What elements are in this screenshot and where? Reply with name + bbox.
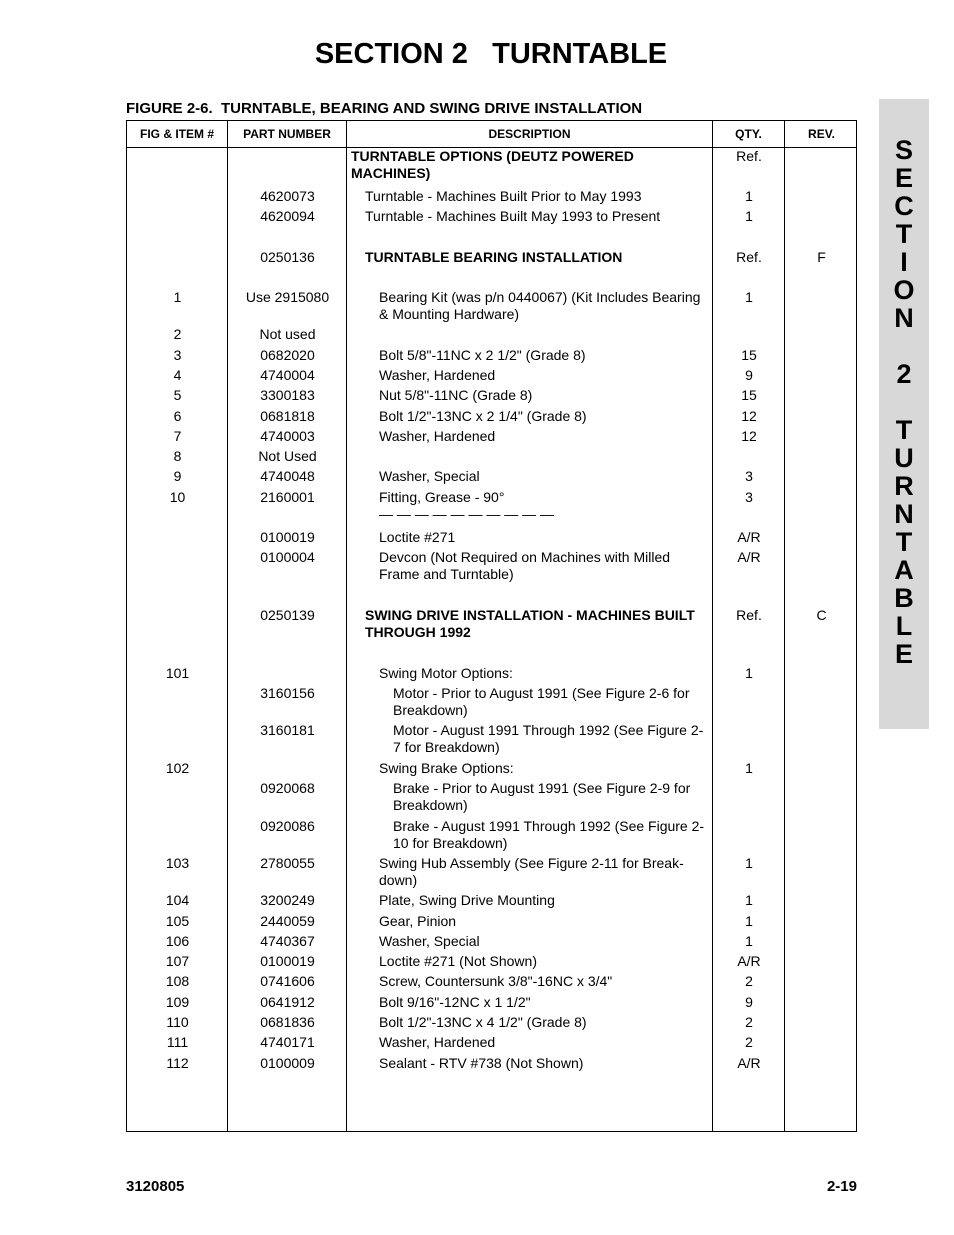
description-line: Swing Hub Assembly (See Figure 2-11 for Break- bbox=[379, 855, 684, 871]
qty-cell: 1 bbox=[745, 665, 753, 681]
qty-cell: 1 bbox=[745, 188, 753, 204]
part-number-cell: 0741606 bbox=[260, 973, 315, 989]
qty-cell: 1 bbox=[745, 933, 753, 949]
description-line: down) bbox=[379, 872, 418, 888]
qty-cell: Ref. bbox=[736, 148, 762, 164]
description-line: 10 for Breakdown) bbox=[393, 835, 508, 851]
part-number-cell: 4620094 bbox=[260, 208, 315, 224]
description-cell bbox=[379, 933, 707, 950]
part-number-cell: 0250136 bbox=[260, 249, 315, 265]
part-number-cell: 0100004 bbox=[260, 549, 315, 565]
description-cell bbox=[379, 892, 707, 909]
description-line: Bolt 1/2"-13NC x 2 1/4" (Grade 8) bbox=[379, 408, 587, 424]
part-number-cell: 4740367 bbox=[260, 933, 315, 949]
part-number-cell: 4740004 bbox=[260, 367, 315, 383]
description-cell bbox=[379, 973, 707, 990]
description-line: MACHINES) bbox=[351, 165, 431, 181]
part-number-cell: 3160181 bbox=[260, 722, 315, 738]
description-cell bbox=[379, 665, 707, 682]
part-number-cell: 3200249 bbox=[260, 892, 315, 908]
description-line: Washer, Hardened bbox=[379, 428, 496, 444]
side-tab-letter: T bbox=[895, 527, 913, 557]
description-line: THROUGH 1992 bbox=[365, 624, 471, 640]
part-number-cell: 0681836 bbox=[260, 1014, 315, 1030]
fig-item-cell: 8 bbox=[173, 448, 182, 464]
side-tab-letter: 2 bbox=[896, 359, 912, 389]
column-header-part-number: PART NUMBER bbox=[243, 127, 331, 141]
description-cell bbox=[393, 780, 707, 814]
side-tab-letter: O bbox=[893, 275, 915, 305]
part-number-cell: 2160001 bbox=[260, 489, 315, 505]
side-tab-letter: T bbox=[895, 415, 913, 445]
part-number-cell: 0641912 bbox=[260, 994, 315, 1010]
description-line: Turntable - Machines Built May 1993 to Present bbox=[365, 208, 661, 224]
description-line: SWING DRIVE INSTALLATION - MACHINES BUILT bbox=[365, 607, 695, 623]
fig-item-cell: 2 bbox=[173, 326, 182, 342]
description-cell bbox=[379, 994, 707, 1011]
part-number-cell: 0100019 bbox=[260, 529, 315, 545]
part-number-cell: 4740003 bbox=[260, 428, 315, 444]
qty-cell: 9 bbox=[745, 994, 753, 1010]
qty-cell: 9 bbox=[745, 367, 753, 383]
side-tab-letter: U bbox=[894, 443, 914, 473]
description-line: Brake - Prior to August 1991 (See Figure 2-9 for bbox=[393, 780, 691, 796]
document-number: 3120805 bbox=[126, 1178, 185, 1195]
qty-cell: A/R bbox=[737, 549, 761, 565]
fig-item-cell: 3 bbox=[173, 347, 182, 363]
part-number-cell: 0920068 bbox=[260, 780, 315, 796]
parts-table bbox=[126, 120, 857, 1132]
description-line: Washer, Hardened bbox=[379, 367, 496, 383]
part-number-cell: 4740048 bbox=[260, 468, 315, 484]
rev-cell: F bbox=[817, 249, 826, 265]
fig-item-cell: 6 bbox=[173, 408, 182, 424]
description-line: Breakdown) bbox=[393, 702, 468, 718]
side-tab-letter: E bbox=[894, 639, 913, 669]
fig-item-cell: 9 bbox=[173, 468, 182, 484]
fig-item-cell: 7 bbox=[173, 428, 182, 444]
qty-cell: 1 bbox=[745, 289, 753, 305]
description-line: TURNTABLE BEARING INSTALLATION bbox=[365, 249, 623, 265]
part-number-cell: 0100009 bbox=[260, 1055, 315, 1071]
description-cell bbox=[379, 289, 707, 323]
description-cell bbox=[379, 347, 707, 364]
description-line: Bolt 1/2"-13NC x 4 1/2" (Grade 8) bbox=[379, 1014, 587, 1030]
column-header-description: DESCRIPTION bbox=[488, 127, 571, 141]
figure-title: FIGURE 2-6. TURNTABLE, BEARING AND SWING DRIVE INSTALLATION bbox=[126, 100, 643, 117]
side-tab-letter: A bbox=[894, 555, 914, 585]
qty-cell: 1 bbox=[745, 892, 753, 908]
rev-cell: C bbox=[816, 607, 827, 623]
fig-item-cell: 5 bbox=[173, 387, 182, 403]
part-number-cell: Not Used bbox=[258, 448, 317, 464]
fig-item-cell: 107 bbox=[165, 953, 190, 969]
part-number-cell: Not used bbox=[259, 326, 316, 342]
fig-item-cell: 106 bbox=[165, 933, 190, 949]
description-cell bbox=[379, 760, 707, 777]
description-cell bbox=[379, 1014, 707, 1031]
description-line: Bolt 9/16"-12NC x 1 1/2" bbox=[379, 994, 531, 1010]
part-number-cell: 3160156 bbox=[260, 685, 315, 701]
fig-item-cell: 105 bbox=[165, 913, 190, 929]
description-cell bbox=[379, 1034, 707, 1051]
description-line: Screw, Countersunk 3/8"-16NC x 3/4" bbox=[379, 973, 613, 989]
column-header-rev: REV. bbox=[808, 127, 835, 141]
description-cell bbox=[379, 367, 707, 384]
description-cell bbox=[379, 489, 707, 523]
description-cell bbox=[393, 818, 707, 852]
qty-cell: 12 bbox=[741, 428, 757, 444]
page-number: 2-19 bbox=[826, 1178, 857, 1195]
description-cell bbox=[379, 549, 707, 583]
qty-cell: Ref. bbox=[736, 607, 762, 623]
qty-cell: A/R bbox=[737, 529, 761, 545]
qty-cell: 1 bbox=[745, 913, 753, 929]
part-number-cell: 0681818 bbox=[260, 408, 315, 424]
description-cell bbox=[379, 387, 707, 404]
description-line: Swing Motor Options: bbox=[379, 665, 513, 681]
qty-cell: 15 bbox=[741, 387, 757, 403]
qty-cell: 1 bbox=[745, 855, 753, 871]
description-line: — — — — — — — — — — bbox=[379, 506, 555, 522]
side-tab-letter: R bbox=[894, 471, 914, 501]
side-tab-letter: N bbox=[894, 499, 914, 529]
fig-item-cell: 104 bbox=[165, 892, 190, 908]
qty-cell: 2 bbox=[745, 1014, 753, 1030]
description-cell bbox=[379, 408, 707, 425]
description-cell bbox=[393, 722, 707, 756]
fig-item-cell: 109 bbox=[165, 994, 190, 1010]
qty-cell: 2 bbox=[745, 1034, 753, 1050]
part-number-cell: 0920086 bbox=[260, 818, 315, 834]
qty-cell: 2 bbox=[745, 973, 753, 989]
section-heading: SECTION 2 TURNTABLE bbox=[314, 38, 668, 70]
description-line: TURNTABLE OPTIONS (DEUTZ POWERED bbox=[351, 148, 634, 164]
fig-item-cell: 110 bbox=[166, 1014, 189, 1030]
qty-cell: 3 bbox=[745, 468, 753, 484]
description-cell bbox=[379, 913, 707, 930]
fig-item-cell: 112 bbox=[166, 1055, 189, 1071]
qty-cell: 1 bbox=[745, 208, 753, 224]
fig-item-cell: 103 bbox=[165, 855, 190, 871]
description-cell bbox=[379, 953, 707, 970]
description-line: Devcon (Not Required on Machines with Milled bbox=[379, 549, 671, 565]
fig-item-cell: 108 bbox=[165, 973, 190, 989]
description-line: Turntable - Machines Built Prior to May 1993 bbox=[365, 188, 642, 204]
part-number-cell: 4620073 bbox=[260, 188, 315, 204]
description-cell bbox=[365, 607, 707, 641]
description-line: Brake - August 1991 Through 1992 (See Figure 2- bbox=[393, 818, 705, 834]
description-line: Washer, Special bbox=[379, 933, 480, 949]
description-line: Bolt 5/8"-11NC x 2 1/2" (Grade 8) bbox=[379, 347, 586, 363]
description-line: 7 for Breakdown) bbox=[393, 739, 500, 755]
description-cell bbox=[379, 468, 707, 485]
part-number-cell: 0100019 bbox=[260, 953, 315, 969]
fig-item-cell: 111 bbox=[166, 1034, 189, 1050]
description-line: Motor - Prior to August 1991 (See Figure 2-6 for bbox=[393, 685, 690, 701]
part-number-cell: 4740171 bbox=[260, 1034, 315, 1050]
description-cell bbox=[379, 529, 707, 546]
description-line: Fitting, Grease - 90° bbox=[379, 489, 505, 505]
description-line: Washer, Special bbox=[379, 468, 480, 484]
description-line: Nut 5/8"-11NC (Grade 8) bbox=[379, 387, 533, 403]
description-cell bbox=[393, 685, 707, 719]
part-number-cell: 3300183 bbox=[260, 387, 315, 403]
description-line: Breakdown) bbox=[393, 797, 468, 813]
qty-cell: 3 bbox=[745, 489, 753, 505]
description-cell bbox=[351, 148, 707, 182]
description-cell bbox=[379, 428, 707, 445]
description-line: Frame and Turntable) bbox=[379, 566, 514, 582]
qty-cell: A/R bbox=[737, 953, 761, 969]
fig-item-cell: 102 bbox=[165, 760, 190, 776]
description-line: Swing Brake Options: bbox=[379, 760, 514, 776]
qty-cell: 1 bbox=[745, 760, 753, 776]
description-line: Bearing Kit (was p/n 0440067) (Kit Includes Bearing bbox=[379, 289, 701, 305]
description-line: Loctite #271 (Not Shown) bbox=[379, 953, 537, 969]
side-tab-letter: N bbox=[894, 303, 914, 333]
part-number-cell: 0250139 bbox=[260, 607, 315, 623]
column-header-qty: QTY. bbox=[735, 127, 762, 141]
description-line: & Mounting Hardware) bbox=[379, 306, 520, 322]
description-cell bbox=[365, 208, 707, 225]
description-line: Plate, Swing Drive Mounting bbox=[379, 892, 555, 908]
fig-item-cell: 4 bbox=[173, 367, 182, 383]
fig-item-cell: 10 bbox=[169, 489, 186, 505]
fig-item-cell: 1 bbox=[173, 289, 182, 305]
qty-cell: A/R bbox=[737, 1055, 761, 1071]
description-cell bbox=[379, 1055, 707, 1072]
description-line: Loctite #271 bbox=[379, 529, 456, 545]
section-side-tab bbox=[879, 99, 929, 729]
description-line: Sealant - RTV #738 (Not Shown) bbox=[379, 1055, 584, 1071]
fig-item-cell: 101 bbox=[165, 665, 190, 681]
side-tab-letter: S bbox=[894, 135, 913, 165]
part-number-cell: 2440059 bbox=[260, 913, 315, 929]
side-tab-letter: L bbox=[895, 611, 913, 641]
description-line: Gear, Pinion bbox=[379, 913, 457, 929]
description-cell bbox=[365, 249, 707, 266]
side-tab-letter: T bbox=[895, 219, 913, 249]
description-cell bbox=[365, 188, 707, 205]
part-number-cell: 2780055 bbox=[260, 855, 315, 871]
side-tab-letter: I bbox=[900, 247, 908, 277]
part-number-cell: 0682020 bbox=[260, 347, 315, 363]
side-tab-letter: B bbox=[894, 583, 914, 613]
side-tab-letter: C bbox=[894, 191, 914, 221]
qty-cell: 15 bbox=[741, 347, 757, 363]
description-line: Motor - August 1991 Through 1992 (See Figure 2- bbox=[393, 722, 704, 738]
part-number-cell: Use 2915080 bbox=[245, 289, 330, 305]
qty-cell: 12 bbox=[741, 408, 757, 424]
description-cell bbox=[379, 855, 707, 889]
qty-cell: Ref. bbox=[736, 249, 762, 265]
side-tab-letter: E bbox=[894, 163, 913, 193]
column-header-fig-item: FIG & ITEM # bbox=[139, 127, 214, 141]
description-line: Washer, Hardened bbox=[379, 1034, 496, 1050]
